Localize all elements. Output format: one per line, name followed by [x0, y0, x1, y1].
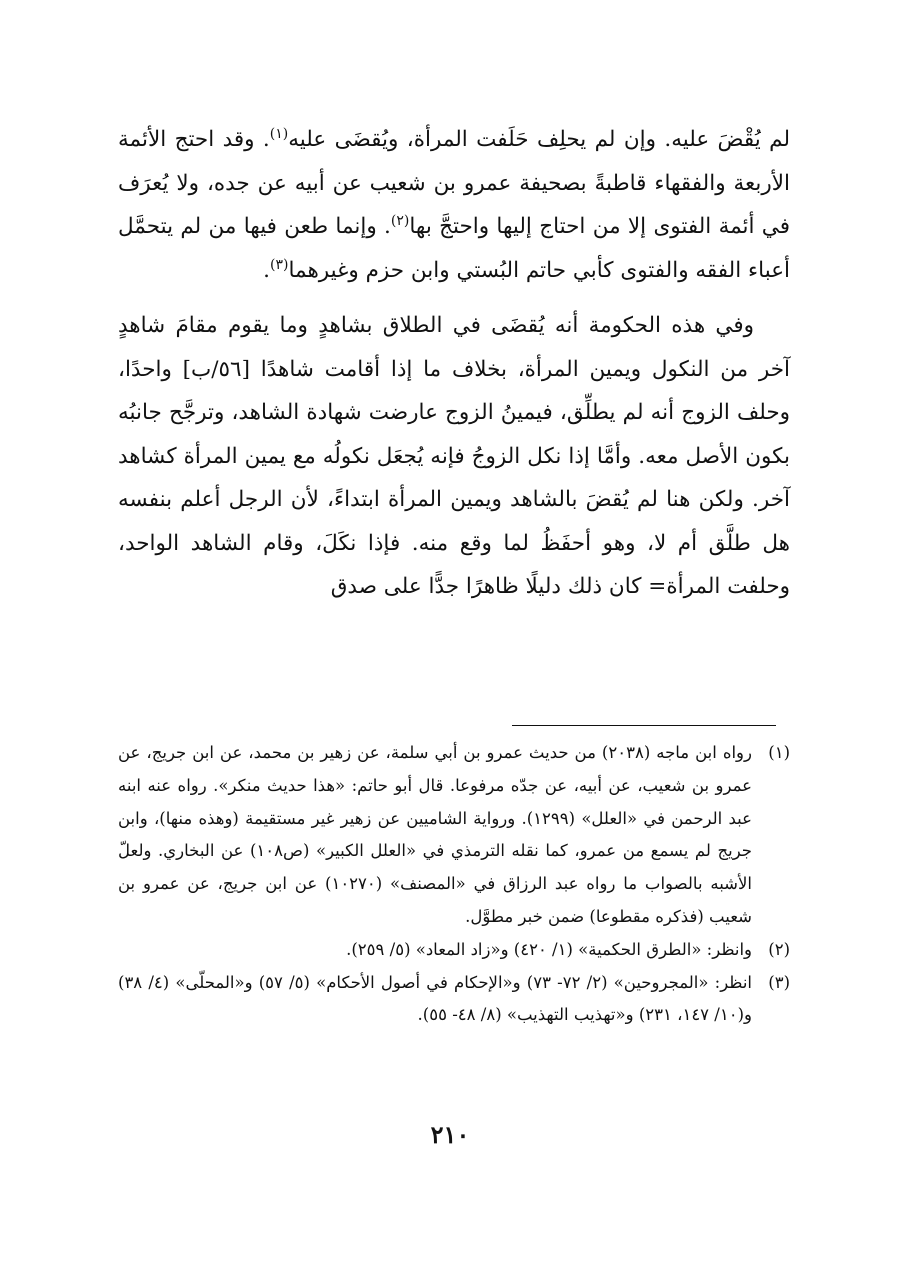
- paragraph-1-part-b: . وقد احتج الأئمة الأربعة والفقهاء قاطبةً بصحيفة عمرو بن شعيب عن أبيه عن جده، ولا يُعرَف في أئمة الفتوى إلا من احتاج إليها واحتجَّ بها: [118, 127, 790, 239]
- main-text: [118, 118, 790, 609]
- footnote-2: [118, 934, 790, 967]
- paragraph-1-part-a: لم يُقْضَ عليه. وإن لم يحلِف حَلَفت المرأة، ويُقضَى عليه: [288, 127, 790, 152]
- paragraph-1: [118, 118, 790, 292]
- footnote-1: [118, 737, 790, 934]
- footnote-number: (٣): [768, 972, 790, 992]
- footnote-text: وانظر: «الطرق الحكمية» (١/ ٤٢٠) و«زاد المعاد» (٥/ ٢٥٩).: [346, 939, 752, 959]
- footnote-text: انظر: «المجروحين» (٢/ ٧٢- ٧٣) و«الإحكام في أصول الأحكام» (٥/ ٥٧) و«المحلّى» (٤/ ٣٨) و(١٠/ ١٤٧، ٢٣١) و«تهذيب التهذيب» (٨/ ٤٨- ٥٥).: [118, 972, 753, 1025]
- footnote-number: (٢): [768, 939, 790, 959]
- footnote-ref-1[interactable]: (١): [269, 125, 289, 142]
- footnote-text: رواه ابن ماجه (٢٠٣٨) من حديث عمرو بن أبي سلمة، عن زهير بن محمد، عن ابن جريج، عن عمرو بن شعيب، عن أبيه، عن جدّه مرفوعا. قال أبو حاتم: «هذا حديث منكر». رواه عنه ابنه عبد الرحمن في «العلل» (١٢٩٩). ورواية الشاميين عن زهير غير مستقيمة (وهذه منها)، وابن جريج لم يسمع من عمرو، كما نقله الترمذي في «العلل الكبير» (ص١٠٨) عن البخاري. ولعلّ الأشبه بالصواب ما رواه عبد الرزاق في «المصنف» (١٠٢٧٠) عن ابن جريج، عن عمرو بن شعيب (فذكره مقطوعا) ضمن خبر مطوَّل.: [118, 743, 753, 926]
- footnote-ref-2[interactable]: (٢): [390, 212, 410, 229]
- footnote-ref-3[interactable]: (٣): [270, 256, 289, 273]
- footnote-3: [118, 967, 790, 1033]
- footnotes: [118, 737, 790, 1032]
- paragraph-1-part-d: .: [263, 257, 270, 283]
- footnote-number: (١): [768, 743, 790, 762]
- footnote-separator: [512, 725, 776, 726]
- paragraph-2: وفي هذه الحكومة أنه يُقضَى في الطلاق بشاهدٍ وما يقوم مقامَ شاهدٍ آخر من النكول ويمين المرأة، بخلاف ما إذا أقامت شاهدًا [٥٦/ب] واحدًا، وحلف الزوج أنه لم يطلِّق، فيمينُ الزوج عارضت شهادة الشاهد، وترجَّح جانبُه بكون الأصل معه. وأمَّا إذا نكل الزوجُ فإنه يُجعَل نكولُه مع يمين المرأة كشاهد آخر. ولكن هنا لم يُقضَ بالشاهد ويمين المرأة ابتداءً، لأن الرجل أعلم بنفسه هل طلَّق أم لا، وهو أحفَظُ لما وقع منه. فإذا نكَلَ، وقام الشاهد الواحد، وحلفت المرأة= كان ذلك دليلًا ظاهرًا جدًّا على صدق: [118, 313, 790, 599]
- page-number: ٢١٠: [430, 1120, 470, 1149]
- paragraph-1-part-c: . وإنما طعن فيها من لم يتحمَّل أعباء الفقه والفتوى كأبي حاتم البُستي وابن حزم وغيرهما: [118, 214, 790, 283]
